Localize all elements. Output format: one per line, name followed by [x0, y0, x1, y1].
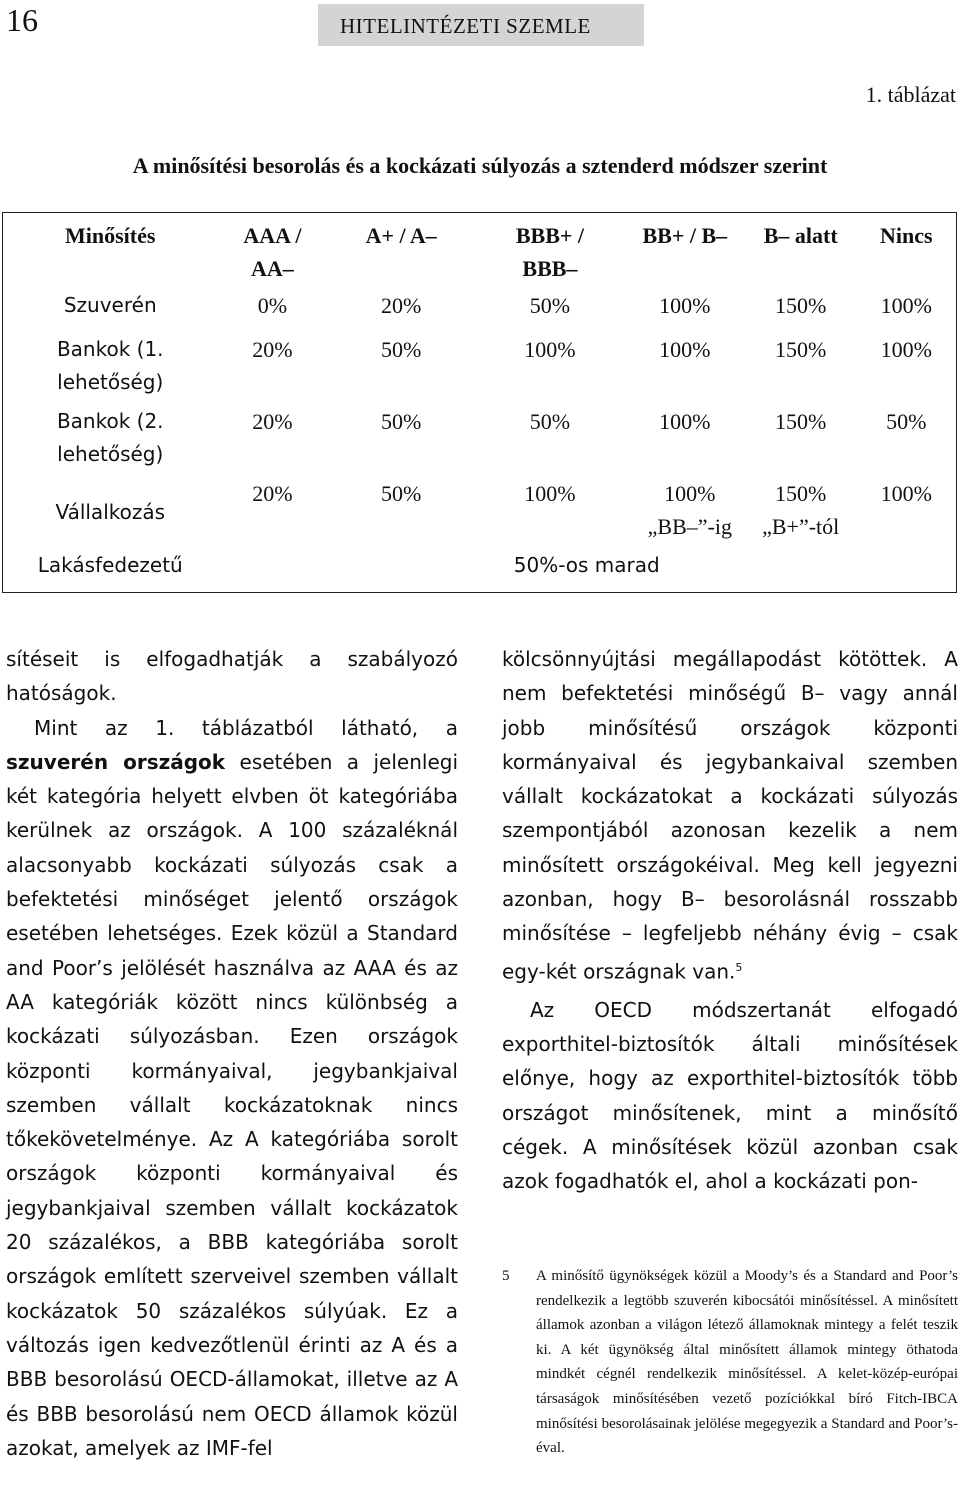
row-label: Szuverén [63, 292, 157, 317]
table-title: A minősítési besorolás és a kockázati súlyozás a sztenderd módszer szerint [132, 153, 828, 178]
table-header-row [3, 213, 957, 289]
row-label: Vállalkozás [55, 500, 166, 524]
row-label: Bankok (1. lehetőség) [56, 336, 164, 394]
table-row [3, 477, 957, 549]
page-number: 16 [6, 2, 38, 38]
table-caption: 1. táblázat [865, 82, 956, 107]
table-cell: 20% [252, 480, 293, 506]
table-cell: 100% [659, 336, 711, 362]
row-label: Bankok (2. lehetőség) [56, 408, 164, 466]
table-cell: 50% [886, 408, 927, 434]
table-cell: 50% [529, 408, 571, 434]
footnote-text: A minősítő ügynökségek közül a Moody’s és a Standard and Poor’s rendelkezik a legtöbb szuverén kibocsátói minősítéssel. A minősített államok azonban a világon létező államoknak mintegy a felét teszik ki. A két ügynökség által minősített államok mintegy öthatoda mindkét cégnél rendelkezik minősítéssel. A kelet-közép-európai társaságok minősítésében vezető pozíciókkal bíró Fitch-IBCA minősítési besorolásainak jelölése megegyezik a Standard and Poor’s-éval. [536, 1268, 958, 1457]
table-cell: 50% [381, 336, 422, 362]
header-cell: BB+ / B– [642, 223, 728, 248]
table-cell: 150% [775, 336, 827, 362]
table-cell: 20% [252, 336, 293, 362]
footnote-number: 5 [502, 1268, 510, 1284]
header-cell: A+ / A– [365, 223, 437, 248]
journal-title: HITELINTÉZETI SZEMLE [340, 14, 591, 38]
text-run: kölcsönnyújtási megállapodást kötöttek. A nem befektetési minőségű B– vagy annál jobb minősítésű országok központi kormányaival és jegybankaival szemben vállalt kockázatokat a kockázati súlyozás szempontjából azonosan kezelik a nem minősített országokéival. Meg kell jegyezni azonban, hogy B– besorolásnál rosszabb minősítése – legfeljebb néhány évig – csak egy-két országnak van. [502, 647, 958, 984]
table-cell: 100% [880, 336, 932, 362]
header-cell: BBB+ / BBB– [515, 223, 585, 281]
header-cell: AAA / AA– [243, 223, 302, 281]
paragraph [6, 711, 458, 1466]
left-text-column [6, 642, 458, 1465]
table-cell: 100% [524, 336, 576, 362]
footnote-ref: 5 [735, 960, 743, 974]
table-row [3, 405, 957, 477]
header-cell: Minősítés [65, 223, 156, 248]
table-cell: 150% „B+”-tól [762, 480, 840, 539]
rating-table [2, 212, 957, 593]
table-cell: 150% [775, 292, 827, 318]
text-run: Mint az 1. táblázatból látható, a [34, 715, 458, 740]
header-cell: Nincs [880, 223, 933, 248]
row-label: Lakásfedezetű [37, 552, 183, 577]
right-text-column [502, 642, 958, 1198]
table-cell: 100% [880, 480, 932, 506]
merged-cell: 50%-os marad [513, 552, 660, 577]
bold-term: szuverén országok [6, 749, 226, 774]
table-cell: 100% [880, 292, 932, 318]
table-cell: 50% [381, 480, 422, 506]
table-row [3, 549, 957, 593]
table-row [3, 289, 957, 333]
paragraph: Az OECD módszertanát elfogadó exporthitel-biztosítók általi minősítések előnye, hogy az exporthitel-biztosítók több országot minősítenek, mint a minősítő cégek. A minősítések közül azonban csak azok fogadhatók el, ahol a kockázati pon- [502, 997, 958, 1194]
table-cell: 100% [659, 408, 711, 434]
table-cell: 100% „BB–”-ig [647, 480, 732, 539]
text-run: esetében a jelenlegi két kategória helyett elvben öt kategóriába kerülnek az országok. A 100 százaléknál alacsonyabb kockázati súlyozás csak a befektetési minőséget jelentő országok esetében lehetséges. Ezek közül a Standard and Poor’s jelölését használva az AAA és az AA kategóriák között nincs különbség a kockázati súlyozásban. Ezen országok központi kormányaival, jegybankjaival szemben vállalt kockázatoknak nincs tőkekövetelménye. Az A kategóriába sorolt országok központi kormányaival és jegybankjaival szemben vállalt kockázatok 20 százalékos, a BBB kategóriába sorolt országok említett szerveivel szemben vállalt kockázatok 50 százalékos súlyúak. Ez a változás igen kedvezőtlenül érinti az A és a BBB besorolású OECD-államokat, illetve az A és BBB besorolású nem OECD államok közül azokat, amelyek az IMF-fel [6, 749, 458, 1460]
header-cell: B– alatt [763, 223, 838, 248]
table-cell: 50% [381, 408, 422, 434]
paragraph [502, 642, 958, 989]
footnote [502, 1264, 958, 1461]
table-cell: 50% [529, 292, 571, 318]
table-cell: 100% [524, 480, 576, 506]
table-cell: 20% [381, 292, 422, 318]
table-cell: 0% [257, 292, 288, 318]
table-row [3, 333, 957, 405]
table-cell: 20% [252, 408, 293, 434]
table-cell: 150% [775, 408, 827, 434]
paragraph: sítéseit is elfogadhatják a szabályozó hatóságok. [6, 647, 458, 706]
table-cell: 100% [659, 292, 711, 318]
